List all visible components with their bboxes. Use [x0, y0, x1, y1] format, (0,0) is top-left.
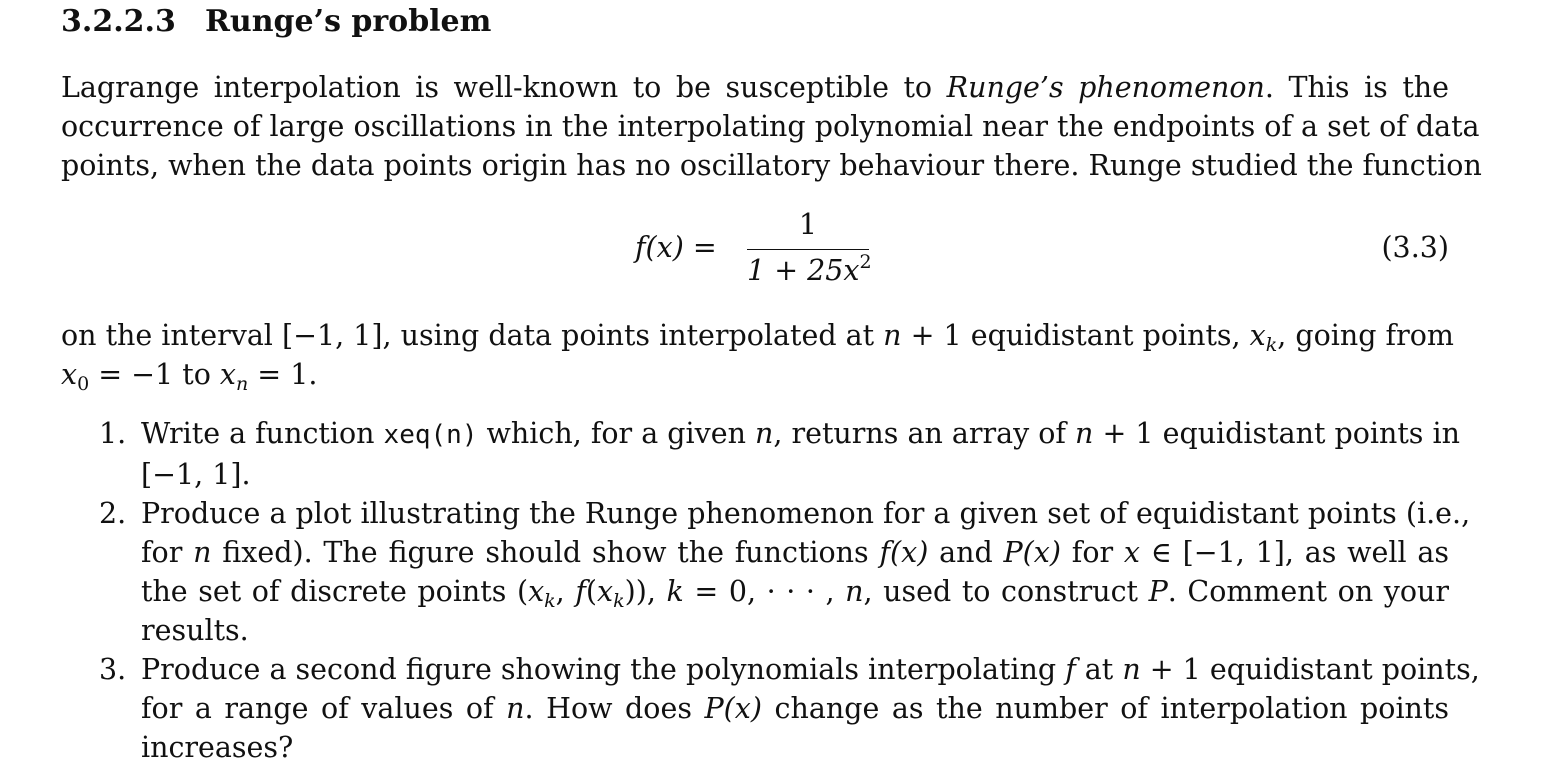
- text-line: [141, 689, 1449, 728]
- text-run: )),: [624, 575, 667, 608]
- text-run: fixed). The figure should show the functions: [211, 536, 880, 569]
- text-run: Produce a second figure showing the polynomials interpolating: [141, 653, 1066, 686]
- text-line: [−1, 1].: [141, 458, 251, 491]
- subscript: 0: [77, 373, 90, 395]
- subscript: k: [1265, 334, 1278, 356]
- text-run: the set of discrete points (: [141, 575, 529, 608]
- subscript: k: [544, 590, 556, 612]
- math-var: n: [1075, 417, 1094, 450]
- math-var: n: [883, 319, 902, 352]
- math-var: n: [193, 536, 212, 569]
- math-var: n: [755, 417, 774, 450]
- math-var: P: [1148, 575, 1168, 608]
- text-run: , returns an array of: [773, 417, 1076, 450]
- math-var: x: [61, 358, 78, 391]
- text-run: Lagrange interpolation is well-known to be susceptible to: [61, 71, 947, 104]
- display-equation: [61, 205, 1449, 295]
- text-run: + 1 equidistant points in: [1093, 417, 1460, 450]
- text-run: for: [1060, 536, 1124, 569]
- text-line: [61, 316, 1454, 356]
- text-run: , going from: [1277, 319, 1454, 352]
- text-run: , used to construct: [863, 575, 1149, 608]
- math-var: x: [528, 575, 545, 608]
- equation-number: (3.3): [1381, 231, 1449, 264]
- list-item: [61, 414, 1460, 494]
- exponent: 2: [859, 251, 872, 273]
- text-run: at: [1075, 653, 1123, 686]
- text-line: occurrence of large oscillations in the interpolating polynomial near the endpoints of a set of data: [61, 110, 1480, 143]
- text-run: for: [141, 536, 194, 569]
- interval-paragraph: [61, 316, 1454, 395]
- fraction: [747, 205, 872, 290]
- text-line: Produce a plot illustrating the Runge phenomenon for a given set of equidistant points (i.e.,: [141, 497, 1471, 530]
- text-run: (: [585, 575, 598, 608]
- section-number: 3.2.2.3: [61, 4, 176, 39]
- text-run: = −1 to: [89, 358, 220, 391]
- text-line: [141, 414, 1460, 455]
- section-heading: [61, 4, 491, 39]
- fraction-bar: [747, 249, 869, 250]
- code-snippet: xeq(n): [383, 420, 478, 450]
- fraction-numerator: 1: [798, 208, 818, 241]
- list-item: [61, 494, 1471, 650]
- subscript: n: [236, 373, 249, 395]
- list-marker: 1.: [99, 417, 127, 450]
- math-var: n: [506, 692, 525, 725]
- list-marker: 3.: [99, 653, 127, 686]
- section-title: Runge’s problem: [205, 4, 492, 39]
- text-line: [141, 533, 1449, 572]
- list-item: [61, 650, 1480, 767]
- text-run: for a range of values of: [141, 692, 507, 725]
- text-run: . Comment on your: [1167, 575, 1450, 608]
- text-line: [141, 572, 1449, 611]
- text-run: and: [928, 536, 1004, 569]
- emphasis: Runge’s phenomenon: [946, 71, 1265, 104]
- math-var: x: [597, 575, 614, 608]
- fraction-denominator: [747, 251, 872, 290]
- intro-paragraph: [61, 68, 1482, 185]
- text-run: = 1.: [248, 358, 318, 391]
- math-expr: P(x): [704, 692, 762, 725]
- text-run: + 1 equidistant points,: [901, 319, 1250, 352]
- math-var: k: [666, 575, 684, 608]
- text-run: . How does: [524, 692, 705, 725]
- text-line: [61, 355, 1449, 394]
- math-var: x: [1249, 319, 1266, 352]
- text-line: increases?: [141, 731, 294, 764]
- list-marker: 2.: [99, 497, 127, 530]
- task-list: [61, 414, 1480, 767]
- math-var: f: [1065, 653, 1076, 686]
- math-expr: P(x): [1003, 536, 1061, 569]
- text-run: + 1 equidistant points,: [1140, 653, 1480, 686]
- text-run: ,: [555, 575, 576, 608]
- math-var: x: [219, 358, 236, 391]
- subscript: k: [613, 590, 625, 612]
- math-var: f: [575, 575, 586, 608]
- text-run: change as the number of interpolation points: [762, 692, 1449, 725]
- text-line: [141, 650, 1480, 689]
- text-run: on the interval [−1, 1], using data points interpolated at: [61, 319, 884, 352]
- text-run: . This is the: [1264, 71, 1450, 104]
- text-run: Write a function: [141, 417, 384, 450]
- text-line: results.: [141, 614, 249, 647]
- denominator-text: 1 + 25x: [747, 254, 860, 287]
- text-run: which, for a given: [477, 417, 756, 450]
- equation-lhs: f(x) =: [635, 231, 717, 264]
- text-line: points, when the data points origin has no oscillatory behaviour there. Runge studied the function: [61, 149, 1482, 182]
- math-expr: f(x): [879, 536, 929, 569]
- text-run: = 0, · · · ,: [683, 575, 846, 608]
- text-line: [61, 68, 1449, 107]
- math-var: x: [1123, 536, 1140, 569]
- math-var: n: [1122, 653, 1141, 686]
- text-run: ∈ [−1, 1], as well as: [1139, 536, 1450, 569]
- math-var: n: [845, 575, 864, 608]
